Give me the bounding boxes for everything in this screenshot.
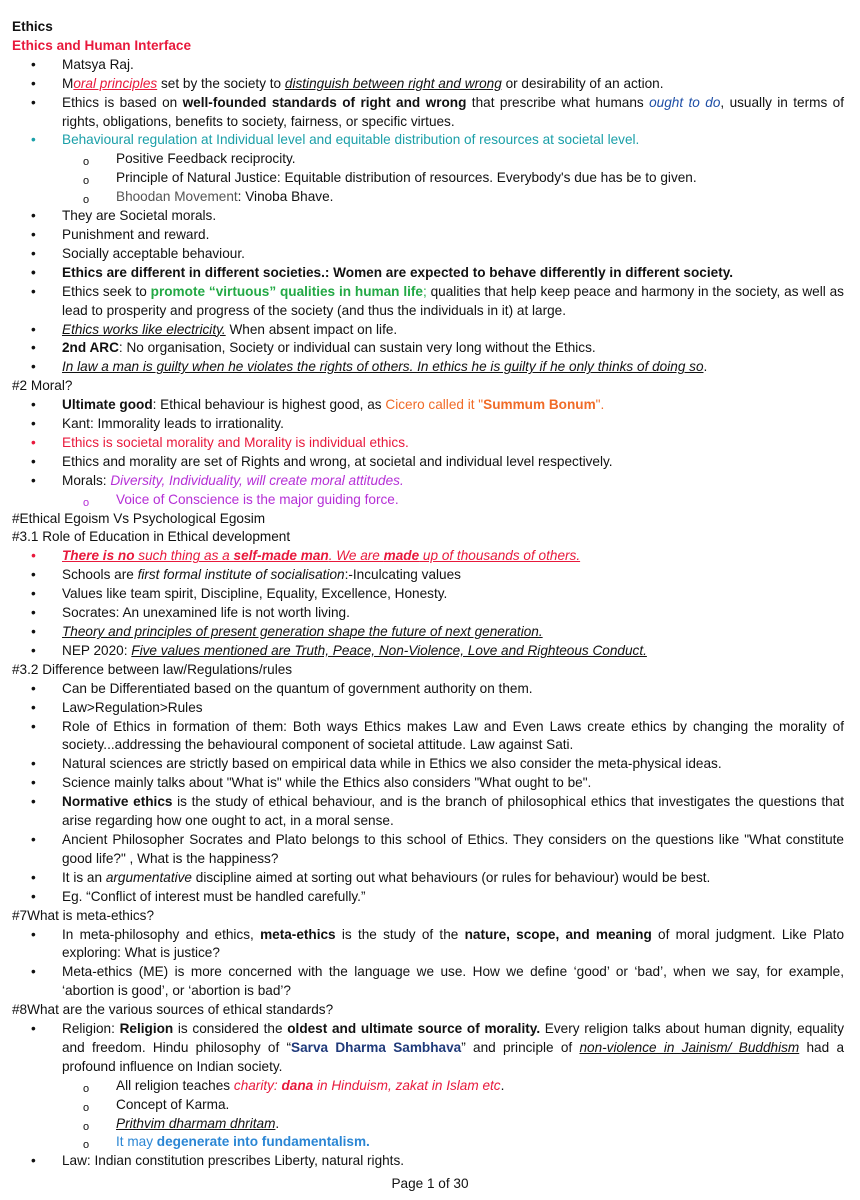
list-item: • Matsya Raj. [12, 56, 844, 75]
list-item: • Eg. “Conflict of interest must be handled carefully.” [12, 888, 844, 907]
sub-list-item: o Principle of Natural Justice: Equitable distribution of resources. Everybody's due has be to given. [12, 169, 844, 188]
list-item: • Religion: Religion is considered the oldest and ultimate source of morality. Every religion talks about human dignity, equality and freedom. Hindu philosophy of “Sarva Dharma Sambhava” and principle of non-violence in Jainism/ Buddhism had a profound influence on Indian society. [12, 1020, 844, 1077]
list-item: • Role of Ethics in formation of them: Both ways Ethics makes Law and Even Laws create ethics by changing the morality of society...addressing the behavioural component of societal attitude. Law against Sati. [12, 718, 844, 756]
list-item: • Ethics seek to promote “virtuous” qualities in human life; qualities that help keep peace and harmony in the society, as well as lead to prosperity and progress of the society (and thus the individuals in it) at large. [12, 283, 844, 321]
list-item: • Values like team spirit, Discipline, Equality, Excellence, Honesty. [12, 585, 844, 604]
sub-list-item: o Bhoodan Movement: Vinoba Bhave. [12, 188, 844, 207]
list-item: • Socrates: An unexamined life is not worth living. [12, 604, 844, 623]
list-item: • Ultimate good: Ethical behaviour is highest good, as Cicero called it "Summum Bonum". [12, 396, 844, 415]
list-item: • Meta-ethics (ME) is more concerned with the language we use. How we define ‘good’ or ‘bad’, when we say, for example, ‘abortion is good’, or ‘abortion is bad’? [12, 963, 844, 1001]
list-item: • It is an argumentative discipline aimed at sorting out what behaviours (or rules for behaviour) would be best. [12, 869, 844, 888]
list-item: • In meta-philosophy and ethics, meta-ethics is the study of the nature, scope, and meaning of moral judgment. Like Plato exploring: What is justice? [12, 926, 844, 964]
document-page [12, 18, 844, 1171]
section-heading: #2 Moral? [12, 378, 73, 394]
list-item: • 2nd ARC: No organisation, Society or individual can sustain very long without the Ethics. [12, 339, 844, 358]
list-item: • Natural sciences are strictly based on empirical data while in Ethics we also consider the meta-physical ideas. [12, 755, 844, 774]
list-item: • Kant: Immorality leads to irrationality. [12, 415, 844, 434]
sub-list-item: o It may degenerate into fundamentalism. [12, 1133, 844, 1152]
sub-list-item: o Prithvim dharmam dhritam. [12, 1115, 844, 1134]
list-item: • Moral principles set by the society to distinguish between right and wrong or desirability of an action. [12, 75, 844, 94]
list-item: • Ethics is societal morality and Morality is individual ethics. [12, 434, 844, 453]
list-item: • Ethics is based on well-founded standards of right and wrong that prescribe what humans ought to do, usually in terms of rights, obligations, benefits to society, fairness, or specific virtues. [12, 94, 844, 132]
list-item: • Law>Regulation>Rules [12, 699, 844, 718]
section-heading: #7What is meta-ethics? [12, 907, 155, 923]
page-title: Ethics [12, 19, 53, 34]
list-item: • Theory and principles of present generation shape the future of next generation. [12, 623, 844, 642]
section-heading: #3.1 Role of Education in Ethical development [12, 529, 291, 545]
sub-list-item: o Voice of Conscience is the major guiding force. [12, 491, 844, 510]
list-item: • Ethics works like electricity. When absent impact on life. [12, 321, 844, 340]
section-heading: #8What are the various sources of ethical standards? [12, 1002, 334, 1018]
list-item: • Socially acceptable behaviour. [12, 245, 844, 264]
page-number: Page 1 of 30 [391, 1176, 469, 1191]
list-item: • Science mainly talks about "What is" while the Ethics also considers "What ought to be". [12, 774, 844, 793]
list-item: • Normative ethics is the study of ethical behaviour, and is the branch of philosophical ethics that investigates the questions that arise regarding how one ought to act, in a moral sense. [12, 793, 844, 831]
list-item: • Ancient Philosopher Socrates and Plato belongs to this school of Ethics. They considers on the questions like "What constitute good life?" , What is the happiness? [12, 831, 844, 869]
sub-list-item: o All religion teaches charity: dana in Hinduism, zakat in Islam etc. [12, 1077, 844, 1096]
list-item: • Behavioural regulation at Individual level and equitable distribution of resources at societal level. [12, 131, 844, 150]
list-item: • Schools are first formal institute of socialisation:-Inculcating values [12, 566, 844, 585]
list-item: • Can be Differentiated based on the quantum of government authority on them. [12, 680, 844, 699]
list-item: • Ethics are different in different societies.: Women are expected to behave differently in different society. [12, 264, 844, 283]
list-item: • They are Societal morals. [12, 207, 844, 226]
section-heading: #3.2 Difference between law/Regulations/rules [12, 661, 293, 677]
list-item: • Law: Indian constitution prescribes Liberty, natural rights. [12, 1152, 844, 1171]
list-item: • In law a man is guilty when he violates the rights of others. In ethics he is guilty if he only thinks of doing so. [12, 358, 844, 377]
list-item: • There is no such thing as a self-made man. We are made up of thousands of others. [12, 547, 844, 566]
section-heading: #Ethical Egoism Vs Psychological Egosim [12, 510, 266, 526]
section-subtitle: Ethics and Human Interface [12, 37, 192, 53]
list-item: • Morals: Diversity, Individuality, will create moral attitudes. [12, 472, 844, 491]
list-item: • Ethics and morality are set of Rights and wrong, at societal and individual level respectively. [12, 453, 844, 472]
sub-list-item: o Positive Feedback reciprocity. [12, 150, 844, 169]
list-item: • Punishment and reward. [12, 226, 844, 245]
sub-list-item: o Concept of Karma. [12, 1096, 844, 1115]
list-item: • NEP 2020: Five values mentioned are Truth, Peace, Non-Violence, Love and Righteous Conduct. [12, 642, 844, 661]
